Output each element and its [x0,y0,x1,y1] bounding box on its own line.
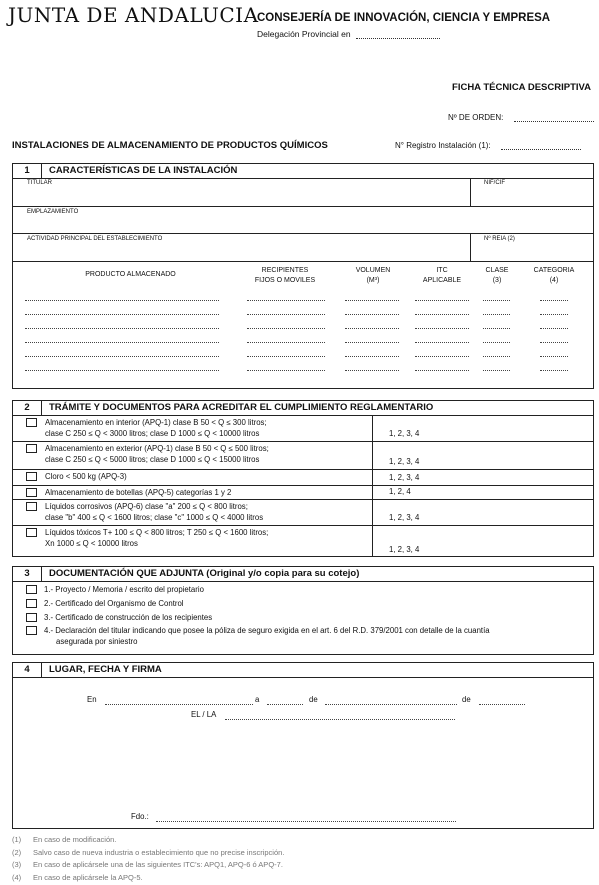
procedure-checkbox[interactable] [26,488,37,497]
procedure-line: Líquidos corrosivos (APQ-6) clase "a" 200 ≤ Q < 800 litros; [45,502,248,511]
col-header-recipientes [241,266,329,286]
product-entry-cell[interactable] [247,370,325,371]
document-checkbox[interactable] [26,626,37,635]
row-divider [13,206,593,207]
product-entry-cell[interactable] [247,300,325,301]
col-header-line: CATEGORIA [533,267,575,274]
col-header-categoria [527,266,581,286]
product-entry-cell[interactable] [415,300,469,301]
footnote [12,835,116,844]
procedure-text [45,471,127,482]
delegation-input[interactable] [356,38,440,39]
document-text [44,625,584,647]
section-1-number: 1 [13,164,42,178]
footnote-text: Salvo caso de nueva industria o establecimiento que no precise inscripción. [33,847,285,857]
document-checkbox[interactable] [26,613,37,622]
titular-label: TITULAR [27,180,53,186]
footnote-text: En caso de aplicársele la APQ-5. [33,872,143,882]
procedure-line: clase C 250 ≤ Q < 5000 litros; clase D 1000 ≤ Q < 15000 litros [45,455,260,464]
document-text [44,612,584,623]
reia-input[interactable] [484,244,588,259]
delegation-label: Delegación Provincial en [257,29,351,39]
place-input[interactable] [105,704,253,705]
col-header-volumen [343,266,403,286]
col-header-line: CLASE [485,267,509,274]
signature-label: Fdo.: [131,812,149,821]
section-3-header [13,567,593,582]
product-entry-cell[interactable] [415,356,469,357]
procedure-checkbox[interactable] [26,502,37,511]
registry-label: N° Registro Instalación (1): [395,141,491,150]
document-text [44,598,584,609]
nif-label: NIF/CIF [484,180,505,186]
footnote [12,873,143,882]
emplazamiento-input[interactable] [27,216,587,231]
section-1 [12,163,594,389]
footnote-number: (3) [12,860,22,869]
product-entry-cell[interactable] [483,328,510,329]
nif-input[interactable] [484,188,588,204]
required-docs: 1, 2, 3, 4 [389,513,420,522]
product-entry-cell[interactable] [540,314,568,315]
product-entry-cell[interactable] [25,300,219,301]
section-2 [12,400,594,557]
required-docs: 1, 2, 3, 4 [389,429,420,438]
product-entry-cell[interactable] [415,342,469,343]
procedure-line: Xn 1000 ≤ Q < 10000 litros [45,539,138,548]
titular-input[interactable] [27,188,467,204]
order-number-input[interactable] [514,121,594,122]
footnote [12,848,284,857]
procedure-checkbox[interactable] [26,528,37,537]
product-entry-cell[interactable] [345,328,399,329]
order-number-line [448,113,594,122]
place-label: En [87,695,97,704]
emplazamiento-label: EMPLAZAMIENTO [27,209,79,215]
product-entry-cell[interactable] [345,342,399,343]
procedure-line: Almacenamiento de botellas (APQ-5) categorías 1 y 2 [45,488,232,497]
product-entry-cell[interactable] [247,342,325,343]
actividad-label: ACTIVIDAD PRINCIPAL DEL ESTABLECIMIENTO [27,236,163,242]
product-entry-cell[interactable] [540,328,568,329]
section-4-header [13,663,593,678]
row-divider [13,441,593,442]
required-docs: 1, 2, 3, 4 [389,457,420,466]
col-header-clase [475,266,519,286]
form-title: INSTALACIONES DE ALMACENAMIENTO DE PRODUCTOS QUÍMICOS [12,140,328,151]
footnote-text: En caso de modificación. [33,835,117,844]
col-header-line: FIJOS O MOVILES [254,277,316,284]
footnote-number: (1) [12,835,22,844]
row-divider [13,469,593,470]
product-entry-cell[interactable] [25,314,219,315]
product-entry-cell[interactable] [25,370,219,371]
product-entry-cell[interactable] [415,328,469,329]
section-4-title: LUGAR, FECHA Y FIRMA [49,664,162,675]
footnote-number: (2) [12,847,22,857]
product-entry-cell[interactable] [25,356,219,357]
section-3-title: DOCUMENTACIÓN QUE ADJUNTA (Original y/o copia para su cotejo) [49,568,360,579]
footnote [12,860,283,869]
document-line: 1.- Proyecto / Memoria / escrito del propietario [44,585,204,594]
product-entry-cell[interactable] [25,342,219,343]
product-entry-cell[interactable] [415,370,469,371]
footnote-text: En caso de aplicársele una de las siguientes ITC's: APQ1, APQ-6 ó APQ-7. [33,860,283,869]
registry-line [395,141,581,150]
reia-label: Nº REIA (2) [484,236,515,242]
signatory-label: EL / LA [191,710,217,719]
col-divider [470,178,471,206]
procedure-text [45,487,231,498]
procedure-text [45,527,268,549]
document-line: 3.- Certificado de construcción de los recipientes [44,613,213,622]
section-4-number: 4 [13,663,42,677]
product-entry-cell[interactable] [247,356,325,357]
document-checkbox[interactable] [26,585,37,594]
section-2-title: TRÁMITE Y DOCUMENTOS PARA ACREDITAR EL CUMPLIMIENTO REGLAMENTARIO [49,402,434,413]
month-input[interactable] [325,704,457,705]
product-entry-cell[interactable] [415,314,469,315]
product-entry-cell[interactable] [345,300,399,301]
product-entry-cell[interactable] [483,356,510,357]
product-entry-cell[interactable] [25,328,219,329]
procedure-checkbox[interactable] [26,418,37,427]
procedure-checkbox[interactable] [26,472,37,481]
procedure-text [45,417,267,439]
procedure-line: Cloro < 500 kg (APQ-3) [45,472,127,481]
product-entry-cell[interactable] [540,356,568,357]
procedure-line: Líquidos tóxicos T+ 100 ≤ Q < 800 litros; T 250 ≤ Q < 1600 litros; [45,528,269,537]
procedure-checkbox[interactable] [26,444,37,453]
col-divider [372,415,373,557]
product-entry-cell[interactable] [483,342,510,343]
row-divider [13,525,593,526]
col-header-line: (M³) [366,277,380,284]
month-prefix: de [309,695,318,704]
day-input[interactable] [267,704,303,705]
product-entry-cell[interactable] [247,328,325,329]
col-header-line: (3) [492,277,502,284]
actividad-input[interactable] [27,244,467,259]
product-entry-cell[interactable] [247,314,325,315]
col-header-line: PRODUCTO ALMACENADO [85,271,176,278]
year-prefix: de [462,695,471,704]
product-entry-cell[interactable] [540,342,568,343]
col-header-itc [411,266,473,286]
delegation-line [257,29,440,39]
order-number-label: Nº DE ORDEN: [448,113,504,122]
product-entry-cell[interactable] [345,370,399,371]
footnote-number: (4) [12,872,22,882]
product-entry-cell[interactable] [540,370,568,371]
procedure-line: Almacenamiento en exterior (APQ-1) clase B 50 < Q ≤ 500 litros; [45,444,269,453]
required-docs: 1, 2, 4 [389,487,411,496]
section-2-header [13,401,593,416]
row-divider [13,499,593,500]
procedure-line: clase C 250 ≤ Q < 3000 litros; clase D 1000 ≤ Q < 10000 litros [45,429,260,438]
col-header-line: ITC [436,267,448,274]
product-entry-cell[interactable] [345,314,399,315]
product-entry-cell[interactable] [483,300,510,301]
document-line: 2.- Certificado del Organismo de Control [44,599,184,608]
document-checkbox[interactable] [26,599,37,608]
procedure-text [45,443,269,465]
section-3 [12,566,594,655]
year-input[interactable] [479,704,525,705]
required-docs: 1, 2, 3, 4 [389,545,420,554]
product-entry-cell[interactable] [483,370,510,371]
junta-logo: JUNTA DE ANDALUCIA [8,3,259,27]
col-divider [470,233,471,261]
section-3-number: 3 [13,567,42,581]
product-entry-cell[interactable] [345,356,399,357]
registry-input[interactable] [501,149,581,150]
col-header-line: (4) [549,277,559,284]
signature-input[interactable] [156,821,456,822]
section-2-number: 2 [13,401,42,415]
procedure-text [45,501,263,523]
section-1-title: CARACTERÍSTICAS DE LA INSTALACIÓN [49,165,238,176]
document-line: asegurada por siniestro [56,637,138,646]
product-entry-cell[interactable] [540,300,568,301]
product-entry-cell[interactable] [483,314,510,315]
document-text [44,584,584,595]
signatory-input[interactable] [225,719,455,720]
row-divider [13,233,593,234]
required-docs: 1, 2, 3, 4 [389,473,420,482]
col-header-line: RECIPIENTES [261,267,309,274]
row-divider [13,261,593,262]
section-4 [12,662,594,829]
section-1-header [13,164,593,179]
col-header-line: VOLUMEN [355,267,391,274]
document-line: 4.- Declaración del titular indicando que posee la póliza de seguro exigida en el art. 6 del R.D. 379/2001 con detalle de la cuantía [44,626,490,635]
procedure-line: clase "b" 400 ≤ Q < 1600 litros; clase "c" 1000 ≤ Q < 4000 litros [45,513,264,522]
organization-name: CONSEJERÍA DE INNOVACIÓN, CIENCIA Y EMPRESA [257,12,551,24]
day-prefix: a [255,695,260,704]
form-type-label: FICHA TÉCNICA DESCRIPTIVA [452,82,591,93]
col-header-producto [53,270,208,280]
col-header-line: APLICABLE [422,277,462,284]
procedure-line: Almacenamiento en interior (APQ-1) clase B 50 < Q ≤ 300 litros; [45,418,267,427]
row-divider [13,485,593,486]
